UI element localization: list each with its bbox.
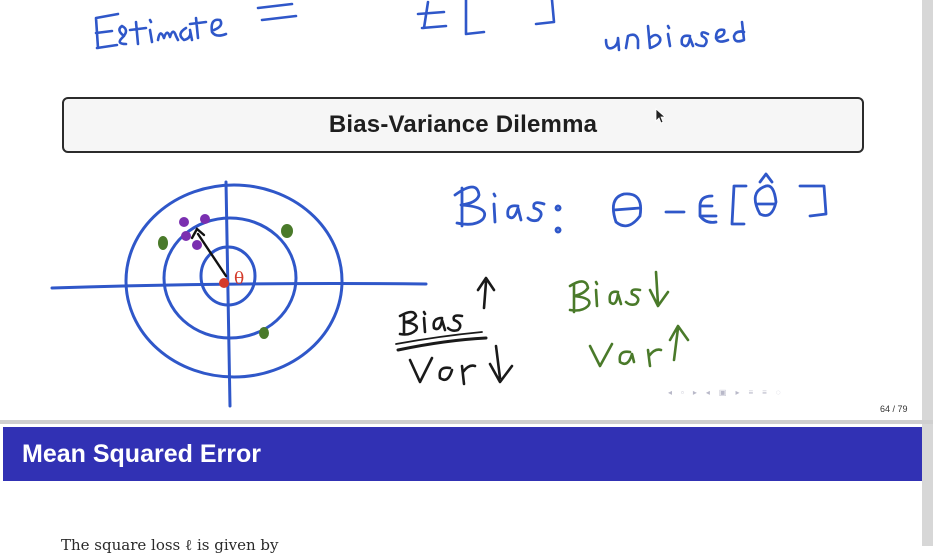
bias-down-var-up xyxy=(570,272,688,366)
theta-label: θ xyxy=(234,269,245,289)
green-point xyxy=(158,236,168,250)
handwriting-expectation xyxy=(418,0,554,34)
slide-header-title: Mean Squared Error xyxy=(22,439,261,468)
red-point xyxy=(219,278,229,288)
nav-frame-icon[interactable]: ▫ xyxy=(681,388,684,397)
slide-title: Bias-Variance Dilemma xyxy=(328,111,598,138)
purple-point xyxy=(179,217,189,227)
nav-section-right-icon[interactable]: ▸ xyxy=(735,388,740,397)
purple-point xyxy=(181,231,191,241)
handwriting-equals xyxy=(258,4,296,20)
bias-up-var-down xyxy=(396,278,512,384)
green-point xyxy=(281,224,293,238)
bias-arrow xyxy=(192,229,226,276)
target-diagram xyxy=(52,182,426,406)
purple-point xyxy=(192,240,202,250)
slide-body-text: The square loss ℓ is given by xyxy=(61,536,279,554)
nav-search-icon[interactable]: ◌ xyxy=(775,388,781,397)
handwriting-estimate xyxy=(96,14,226,48)
nav-left-icon[interactable]: ◂ xyxy=(668,388,673,397)
nav-doc-icon[interactable]: ≡ xyxy=(762,388,767,397)
bias-formula-handwriting xyxy=(455,174,826,232)
nav-subsection-icon[interactable]: ≡ xyxy=(748,388,754,397)
nav-right-icon[interactable]: ▸ xyxy=(692,388,697,397)
slide-title-box xyxy=(62,97,864,153)
page-indicator: 64 / 79 xyxy=(880,404,908,414)
handwriting-unbiased xyxy=(606,22,744,50)
beamer-navigation xyxy=(668,388,781,397)
green-point xyxy=(259,327,269,339)
purple-point xyxy=(200,214,210,224)
nav-section-icon[interactable]: ▣ xyxy=(718,388,727,397)
viewer-edge xyxy=(922,0,933,546)
pointer-icon xyxy=(655,108,665,124)
nav-section-left-icon[interactable]: ◂ xyxy=(705,388,710,397)
slide-header xyxy=(3,427,922,481)
vertical-axis xyxy=(226,182,230,406)
